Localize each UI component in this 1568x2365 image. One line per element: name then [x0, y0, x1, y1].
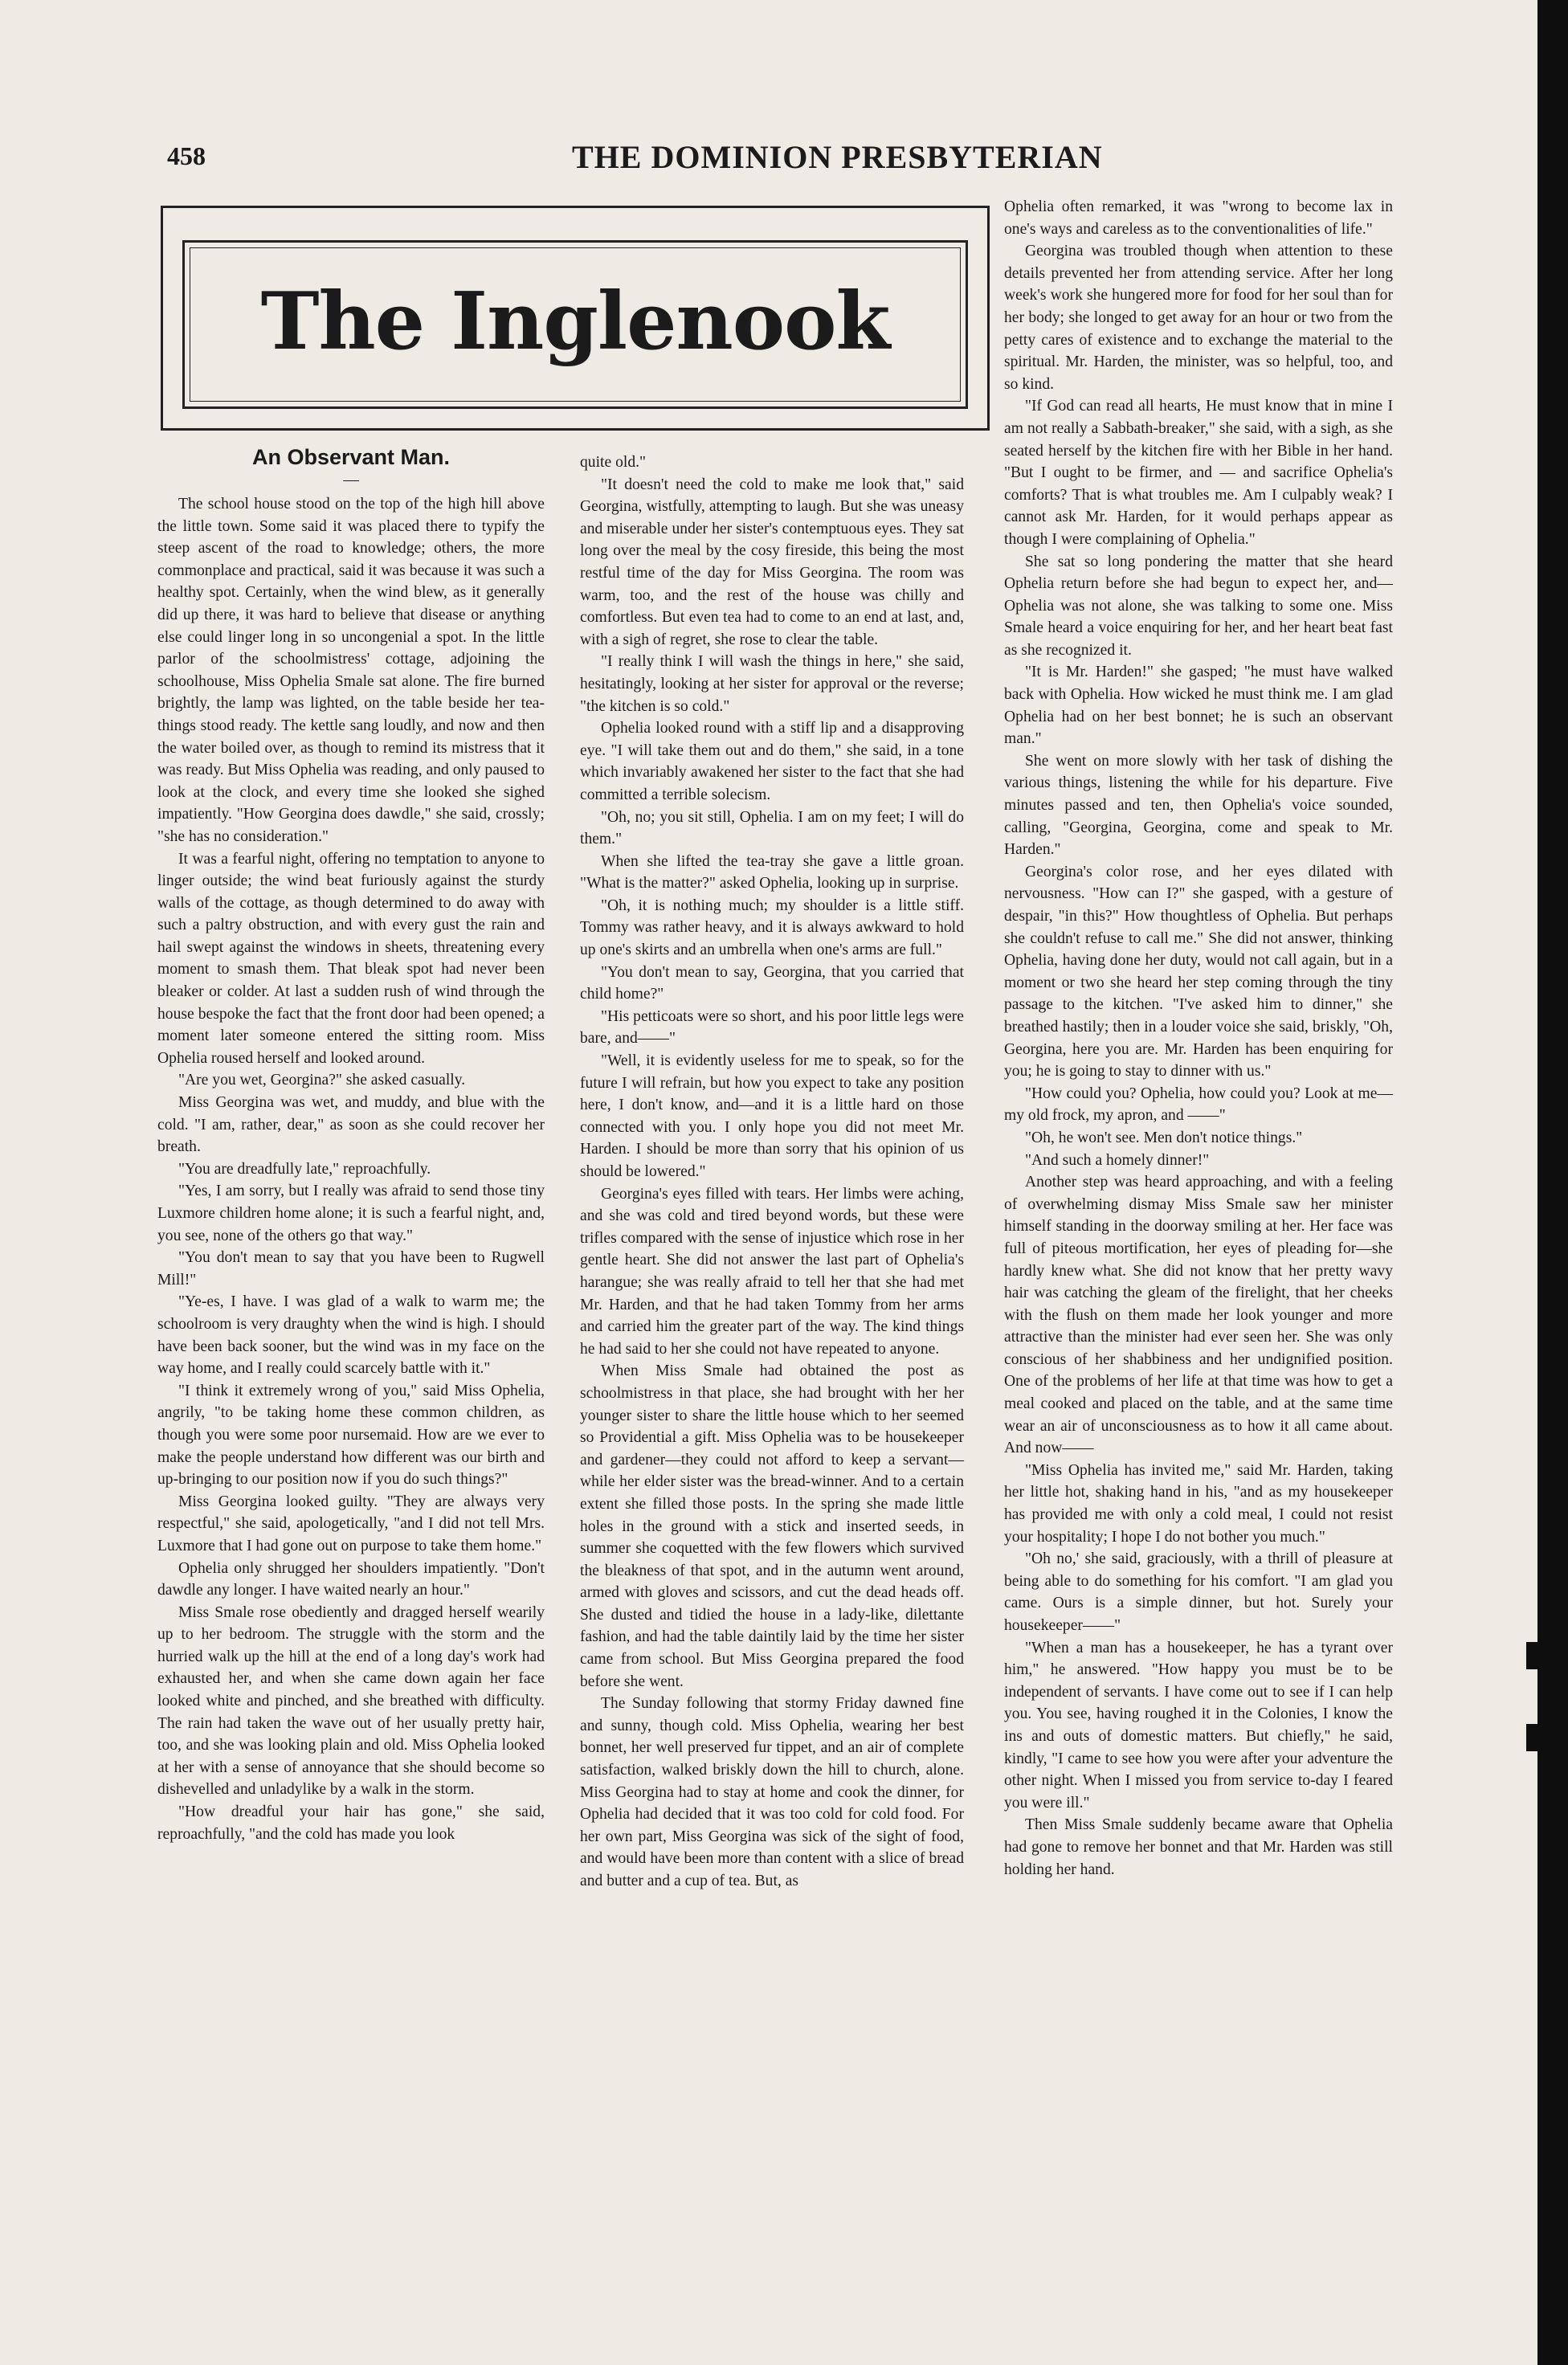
paragraph: "Miss Ophelia has invited me," said Mr. Harden, taking her little hot, shaking hand in his, "and as my housekeeper has provided me with only a cold meal, I could not resist your hospitality; I hope I do not bother you much." — [1004, 1461, 1393, 1546]
paragraph: "And such a homely dinner!" — [1025, 1151, 1210, 1169]
paragraph: She went on more slowly with her task of dishing the various things, listening the while for his departure. Five minutes passed and ten, then Ophelia's voice sounded, calling, "Georgina, Georgina, come and speak to Mr. Harden." — [1004, 752, 1393, 859]
article-title: An Observant Man. — [251, 445, 451, 469]
paragraph: "Oh, he won't see. Men don't notice things." — [1025, 1129, 1303, 1146]
column-3 — [1004, 196, 1393, 1881]
section-masthead — [161, 206, 990, 431]
paragraph: "Oh, it is nothing much; my shoulder is a little stiff. Tommy was rather heavy, and it is always awkward to hold up one's skirts and an umbrella when one's arms are full." — [580, 897, 964, 959]
paragraph: "How could you? Ophelia, how could you? Look at me—my old frock, my apron, and ——" — [1004, 1084, 1393, 1125]
page-edge-shadow — [1537, 0, 1568, 2365]
paragraph: Miss Georgina looked guilty. "They are always very respectful," she said, apologetically, "and I did not tell Mrs. Luxmore that I had gone out on purpose to take them home." — [157, 1493, 545, 1554]
paragraph: Miss Georgina was wet, and muddy, and blue with the cold. "I am, rather, dear," as soon as she could recover her breath. — [157, 1094, 545, 1156]
paragraph: Georgina's eyes filled with tears. Her limbs were aching, and she was cold and tired beyond words, but these were trifles compared with the sense of injustice which rose in her gentle heart. She did not answer the last part of Ophelia's harangue; she was really afraid to tell her that she had met Mr. Harden, and that he had taken Tommy from her arms and carried him the greater part of the way. The kind things he had said to her she could not have repeated to anyone. — [580, 1185, 964, 1358]
edge-notch — [1526, 1642, 1568, 1669]
paragraph: "When a man has a housekeeper, he has a tyrant over him," he answered. "How happy you must be to be independent of servants. I have come out to see if I can help you. You see, having roughed it in the Colonies, I know the ins and outs of domestic matters. But chiefly," he said, kindly, "I came to see how you were after your adventure the other night. When I missed you from service to-day I feared you were ill." — [1004, 1639, 1393, 1812]
paragraph: Another step was heard approaching, and with a feeling of overwhelming dismay Miss Smale saw her minister himself standing in the doorway smiling at her. Her face was full of piteous mortification, her eyes of pleading for—she hardly knew what. She did not know that her pretty wavy hair was catching the gleam of the firelight, that her cheeks with the flush on them made her look younger and more attractive than the minister had ever seen her. She was only conscious of her shabbiness and her undignified position. One of the problems of her life at that time was how to get a meal cooked and placed on the table, and at the same time wear an air of unconsciousness as to how it all came about. And now—— — [1004, 1174, 1393, 1457]
paragraph: "It doesn't need the cold to make me look that," said Georgina, wistfully, attempting to laugh. But she was uneasy and miserable under her sister's contemptuous eyes. They sat long over the meal by the cosy fireside, this being the most restful time of the day for Miss Georgina. The room was warm, too, and the rest of the house was chilly and comfortless. But even tea had to come to an end at last, and, with a sigh of regret, she rose to clear the table. — [580, 476, 964, 648]
paragraph: "His petticoats were so short, and his poor little legs were bare, and——" — [580, 1007, 964, 1048]
paragraph: "Well, it is evidently useless for me to speak, so for the future I will refrain, but how you expect to take any position here, I don't know, and—and it is a little hard on those connected with you. I only hope you did not meet Mr. Harden. I should be more than sorry that his opinion of us should be lowered." — [580, 1052, 964, 1180]
paragraph: The school house stood on the top of the high hill above the little town. Some said it was placed there to typify the steep ascent of the road to knowledge; others, the more commonplace and practical, said it was because it was such a healthy spot. Certainly, when the wind blew, as it generally did up there, it was hard to believe that disease or anything else could linger long in so uncongenial a spot. In the little parlor of the schoolmistress' cottage, adjoining the schoolhouse, Miss Ophelia Smale sat alone. The fire burned brightly, the lamp was lighted, on the table beside her tea-things stood ready. The kettle sang loudly, and now and then the water boiled over, as though to remind its mistress that it was ready. But Miss Ophelia was reading, and only paused to look at the clock, and every time she looked she sighed impatiently. "How Georgina does dawdle," she said, crossly; "she has no consideration." — [157, 496, 545, 845]
column-3-paragraphs — [1004, 196, 1393, 1881]
title-separator: — — [343, 472, 359, 488]
paragraph: "Oh, no; you sit still, Ophelia. I am on my feet; I will do them." — [580, 808, 964, 848]
paragraph: "Are you wet, Georgina?" she asked casually. — [178, 1072, 466, 1089]
paragraph: "If God can read all hearts, He must know that in mine I am not really a Sabbath-breaker," she said, with a sigh, as she seated herself by the kitchen fire with her Bible in her hand. "But I ought to be firmer, and — and sacrifice Ophelia's comforts? That is what troubles me. Am I culpably weak? I cannot ask Mr. Harden, for it would perhaps appear as though I were complaining of Ophelia." — [1004, 398, 1393, 548]
paragraph: "It is Mr. Harden!" she gasped; "he must have walked back with Ophelia. How wicked he must think me. I am glad Ophelia had on her best bonnet; he is such an observant man." — [1004, 664, 1393, 748]
column-2-paragraphs — [580, 451, 964, 1893]
paragraph: It was a fearful night, offering no temptation to anyone to linger outside; the wind beat furiously against the sturdy walls of the cottage, as though determined to do away with such a paltry obstruction, and with every gust the rain and hail swept against the windows in sheets, threatening every moment to smash them. That bleak spot had never been bleaker or colder. At last a sudden rush of wind through the house bespoke the fact that the front door had been opened; a moment later someone entered the sitting room. Miss Ophelia roused herself and looked around. — [157, 850, 545, 1067]
paragraph: "I really think I will wash the things in here," she said, hesitatingly, looking at her sister for approval or the reverse; "the kitchen is so cold." — [580, 653, 964, 715]
paragraph: Then Miss Smale suddenly became aware that Ophelia had gone to remove her bonnet and that Mr. Harden was still holding her hand. — [1004, 1816, 1393, 1878]
paragraph: Miss Smale rose obediently and dragged herself wearily up to her bedroom. The struggle with the storm and the hurried walk up the hill at the end of a long day's work had exhausted her, and when she came down again her face looked white and pinched, and she breathed with difficulty. The rain had taken the wave out of her usually pretty hair, too, and she was looking plain and old. Miss Ophelia looked at her with a sense of annoyance that she should become so dishevelled and unladylike by a walk in the storm. — [157, 1603, 545, 1799]
paragraph: "Oh no,' she said, graciously, with a thrill of pleasure at being able to do something for his comfort. "I am glad you came. Ours is a simple dinner, but hot. Surely your housekeeper——" — [1004, 1550, 1393, 1634]
paragraph: When Miss Smale had obtained the post as schoolmistress in that place, she had brought with her her younger sister to share the little house which to her seemed so Providential a gift. Miss Ophelia was to be housekeeper and gardener—they could not afford to keep a servant—while her elder sister was the bread-winner. And to a certain extent she filled those posts. In the spring she made little holes in the ground with a stick and inserted seeds, in summer she coquetted with the few flowers which survived the bleakness of that spot, and in the autumn went around, armed with gloves and scissors, and cut the dead heads off. She dusted and tidied the house in a lady-like, dilettante fashion, and had the table daintily laid by the time her sister came from school. But Miss Georgina prepared the food before she went. — [580, 1362, 964, 1690]
page-number: 458 — [167, 141, 206, 170]
paragraph: "How dreadful your hair has gone," she said, reproachfully, "and the cold has made you look — [157, 1803, 545, 1843]
paragraph: Georgina's color rose, and her eyes dilated with nervousness. "How can I?" she gasped, with a gesture of despair, "in this?" How thoughtless of Ophelia. But perhaps she couldn't refuse to call me." She did not answer, thinking Ophelia, having done her duty, would not call again, but in a moment or two she heard her step coming through the tiny passage to the kitchen. "I've asked him to dinner," she breathed hastily; then in a louder voice she said, briskly, "Oh, Georgina, here you are. Mr. Harden has been enquiring for you; he is going to stay to dinner with us." — [1004, 863, 1393, 1080]
paragraph: Ophelia looked round with a stiff lip and a disapproving eye. "I will take them out and do them," she said, in a tone which invariably awakened her sister to the fact that she had committed a terrible solecism. — [580, 720, 964, 803]
section-title: The Inglenook — [260, 276, 890, 368]
paragraph: quite old." — [580, 454, 647, 471]
paragraph: Georgina was troubled though when attention to these details prevented her from attending service. After her long week's work she hungered more for food for her soul than for her body; she longed to get away for an hour or two from the petty cares of existence and to exchange the material to the spiritual. Mr. Harden, the minister, was so helpful, too, and so kind. — [1004, 243, 1393, 393]
publication-title: THE DOMINION PRESBYTERIAN — [572, 139, 1103, 175]
paragraph: "You don't mean to say, Georgina, that you carried that child home?" — [580, 963, 964, 1003]
paragraph: She sat so long pondering the matter that she heard Ophelia return before she had begun to expect her, and—Ophelia was not alone, she was talking to some one. Miss Smale heard a voice enquiring for her, and her heart beat fast as she recognized it. — [1004, 553, 1393, 659]
column-1 — [157, 443, 545, 1845]
paragraph: "You are dreadfully late," reproachfully. — [178, 1160, 431, 1178]
page-header — [167, 135, 1103, 183]
paragraph: "I think it extremely wrong of you," said Miss Ophelia, angrily, "to be taking home these common children, as though you were some poor nursemaid. How are we ever to make the people understand how different was our birth and up-bringing to our position now if you do such things?" — [157, 1382, 545, 1489]
column-1-paragraphs — [157, 493, 545, 1845]
edge-notch — [1526, 1724, 1568, 1751]
paragraph: Ophelia often remarked, it was "wrong to become lax in one's ways and careless as to the conventionalities of life." — [1004, 198, 1393, 238]
paragraph: "You don't mean to say that you have been to Rugwell Mill!" — [157, 1249, 545, 1289]
paragraph: When she lifted the tea-tray she gave a little groan. "What is the matter?" asked Ophelia, looking up in surprise. — [580, 852, 964, 892]
paragraph: The Sunday following that stormy Friday dawned fine and sunny, though cold. Miss Ophelia, wearing her best bonnet, her well preserved fur tippet, and an air of complete satisfaction, walked briskly down the hill to church, alone. Miss Georgina had to stay at home and cook the dinner, for Ophelia had decided that it was too cold for cold food. For her own part, Miss Georgina was sick of the sight of food, and would have been more than content with a slice of bread and butter and a cup of tea. But, as — [580, 1695, 964, 1889]
paragraph: "Yes, I am sorry, but I really was afraid to send those tiny Luxmore children home alone; it is such a fearful night, and, you see, none of the others go that way." — [157, 1182, 545, 1244]
paragraph: Ophelia only shrugged her shoulders impatiently. "Don't dawdle any longer. I have waited nearly an hour." — [157, 1559, 545, 1599]
paragraph: "Ye-es, I have. I was glad of a walk to warm me; the schoolroom is very draughty when the wind is high. I should have been back sooner, but the wind was in my face on the way home, and I really could scarcely battle with it." — [157, 1293, 545, 1378]
column-2 — [580, 451, 964, 1893]
masthead-frame — [182, 240, 968, 409]
